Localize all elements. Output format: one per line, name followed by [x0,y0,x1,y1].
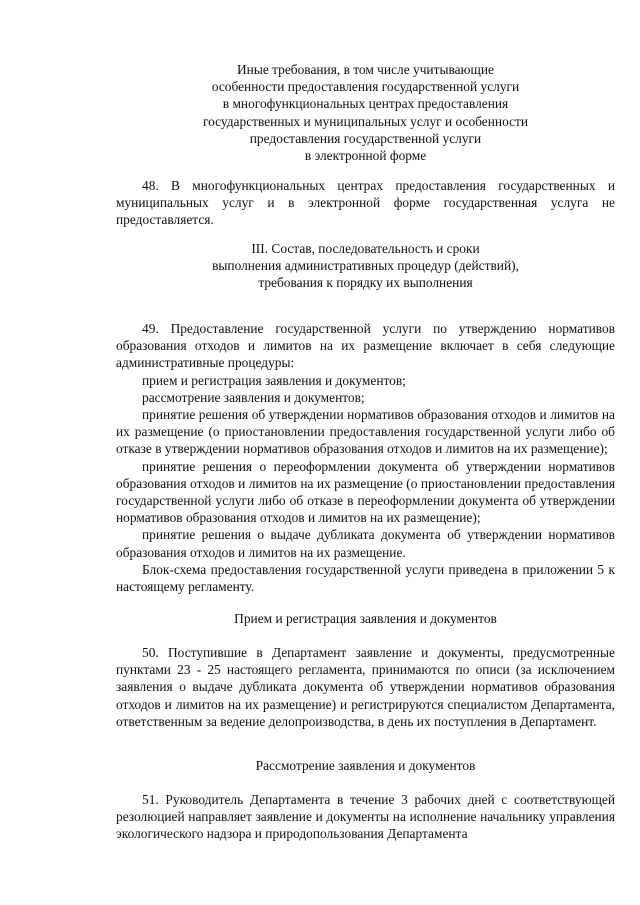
paragraph-48: 48. В многофункциональных центрах предоставления государственных и муниципальных услуг и в электронной форме государственная услуга не предоставляется. [116,178,615,228]
list-item: принятие решения об утверждении нормативов образования отходов и лимитов на их размещение (о приостановлении предоставления государственной услуги либо об отказе в утверждении нормативов образования отходов и лимитов на их размещение); [116,407,615,457]
heading-other-requirements [116,61,615,164]
list-item: рассмотрение заявления и документов; [142,389,365,405]
heading-line: Прием и регистрация заявления и документов [234,611,497,626]
heading-section-3 [116,240,615,292]
heading-line: особенности предоставления государственной услуги [211,79,520,95]
heading-line: III. Состав, последовательность и сроки [251,241,480,256]
heading-reception [116,610,615,627]
heading-line: выполнения административных процедур (действий), [212,258,519,274]
paragraph-49 [116,320,615,595]
heading-line: в многофункциональных центрах предоставления [222,96,509,112]
list-item: принятие решения о переоформлении документа об утверждении нормативов образования отходов и лимитов на их размещение (о приостановлении предоставления государственной услуги либо об отказе в переоформлении документа об утверждении нормативов образования отходов и лимитов на их размещение); [116,458,615,526]
heading-line: требования к порядку их выполнения [258,275,473,291]
heading-line: Иные требования, в том числе учитывающие [237,62,494,77]
heading-review [116,757,615,774]
list-item: принятие решения о выдаче дубликата документа об утверждении нормативов образования отходов и лимитов на их размещение. [116,527,615,560]
list-item: прием и регистрация заявления и документов; [142,372,406,388]
flowchart-note: Блок-схема предоставления государственной услуги приведена в приложении 5 к настоящему регламенту. [116,561,615,595]
paragraph-49-intro: 49. Предоставление государственной услуги по утверждению нормативов образования отходов и лимитов на их размещение включает в себя следующие административные процедуры: [116,321,615,371]
heading-line: государственных и муниципальных услуг и особенности [202,113,529,129]
heading-line: в электронной форме [304,148,427,164]
paragraph-51: 51. Руководитель Департамента в течение 3 рабочих дней с соответствующей резолюцией направляет заявление и документы на исполнение начальнику управления экологического надзора и природопользования Департамента [116,792,615,842]
paragraph-50: 50. Поступившие в Департамент заявление и документы, предусмотренные пунктами 23 - 25 настоящего регламента, принимаются по описи (за исключением заявления о выдаче дубликата документа об утверждении нормативов образования отходов и лимитов на их размещение) и регистрируются специалистом Департамента, ответственным за ведение делопроизводства, в день их поступления в Департамент. [116,645,615,729]
heading-line: предоставления государственной услуги [249,130,482,146]
heading-line: Рассмотрение заявления и документов [255,758,476,773]
